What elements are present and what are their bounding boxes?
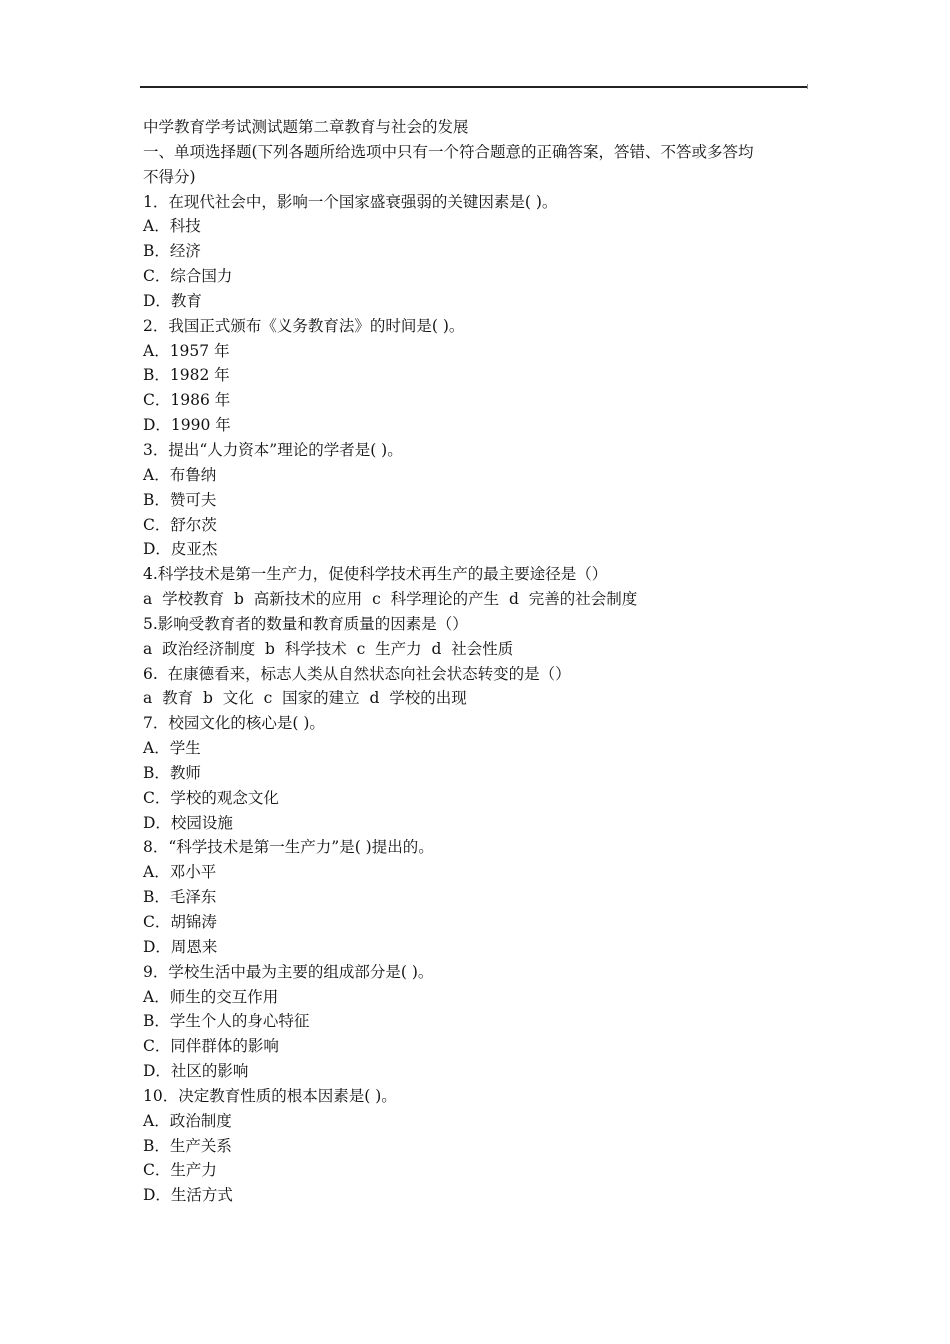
answer-option-line: B．生产关系 — [143, 1136, 232, 1155]
answer-option-line: C．舒尔茨 — [143, 515, 217, 534]
answer-option-line: D．生活方式 — [143, 1186, 233, 1205]
answer-option-line: C．学校的观念文化 — [143, 788, 279, 807]
answer-option-line: A．政治制度 — [143, 1111, 232, 1130]
answer-option-line: B．教师 — [143, 763, 201, 782]
answer-option-line: a 学校教育 b 高新技术的应用 c 科学理论的产生 d 完善的社会制度 — [143, 590, 638, 609]
question-line: 9．学校生活中最为主要的组成部分是( )。 — [143, 962, 434, 981]
answer-option-line: A．1957 年 — [143, 341, 230, 360]
answer-option-line: D．1990 年 — [143, 416, 231, 435]
answer-option-line: B．1982 年 — [143, 366, 230, 385]
answer-option-line: C．综合国力 — [143, 267, 233, 286]
answer-option-line: A．师生的交互作用 — [143, 987, 279, 1006]
question-line: 10．决定教育性质的根本因素是( )。 — [143, 1086, 397, 1105]
document-body — [143, 115, 808, 1208]
question-list — [143, 190, 808, 1209]
answer-option-line: A．科技 — [143, 217, 201, 236]
answer-option-line: B．经济 — [143, 242, 201, 261]
answer-option-line: C．同伴群体的影响 — [143, 1037, 279, 1056]
answer-option-line: a 政治经济制度 b 科学技术 c 生产力 d 社会性质 — [143, 639, 514, 658]
answer-option-line: D．周恩来 — [143, 937, 218, 956]
answer-option-line: B．毛泽东 — [143, 888, 217, 907]
answer-option-line: a 教育 b 文化 c 国家的建立 d 学校的出现 — [143, 689, 467, 708]
answer-option-line: B．赞可夫 — [143, 490, 217, 509]
question-line: 2．我国正式颁布《义务教育法》的时间是( )。 — [143, 316, 465, 335]
question-line: 6. 在康德看来，标志人类从自然状态向社会状态转变的是（） — [143, 664, 571, 683]
question-line: 7．校园文化的核心是( )。 — [143, 714, 325, 733]
header-rule — [140, 86, 808, 88]
answer-option-line: A．邓小平 — [143, 863, 217, 882]
question-line: 1．在现代社会中，影响一个国家盛衰强弱的关键因素是( )。 — [143, 192, 558, 211]
question-line: 8．“科学技术是第一生产力”是( )提出的。 — [143, 838, 434, 857]
answer-option-line: D．皮亚杰 — [143, 540, 218, 559]
question-line: 3．提出“人力资本”理论的学者是( )。 — [143, 440, 403, 459]
section-heading-continued: 不得分) — [143, 167, 196, 186]
answer-option-line: B．学生个人的身心特征 — [143, 1012, 310, 1031]
answer-option-line: D．社区的影响 — [143, 1062, 249, 1081]
document-title: 中学教育学考试测试题第二章教育与社会的发展 — [143, 118, 469, 136]
question-line: 4.科学技术是第一生产力，促使科学技术再生产的最主要途径是（） — [143, 565, 608, 584]
answer-option-line: C．胡锦涛 — [143, 913, 217, 931]
section-heading: 一、单项选择题(下列各题所给选项中只有一个符合题意的正确答案，答错、不答或多答均 — [143, 142, 754, 161]
header-rule-end-mark — [807, 84, 808, 89]
answer-option-line: A．学生 — [143, 739, 201, 758]
answer-option-line: C．1986 年 — [143, 391, 231, 410]
answer-option-line: A．布鲁纳 — [143, 465, 217, 484]
answer-option-line: D．校园设施 — [143, 813, 233, 832]
answer-option-line: C．生产力 — [143, 1161, 217, 1180]
question-line: 5.影响受教育者的数量和教育质量的因素是（） — [143, 614, 468, 633]
answer-option-line: D．教育 — [143, 291, 202, 310]
